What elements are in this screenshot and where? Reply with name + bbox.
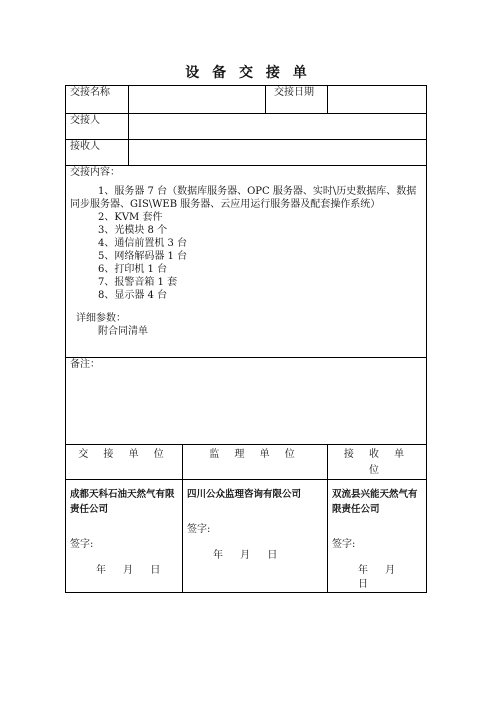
remark-section[interactable] (66, 358, 427, 445)
signature-field[interactable]: 签字: (187, 524, 211, 535)
org-name: 双流县兴能天然气有限责任公司 (332, 489, 418, 515)
org-name: 成都天科石油天然气有限责任公司 (70, 489, 175, 515)
content-label: 交接内容： (70, 167, 120, 178)
sig-heading-receiver: 接 收 单 位 (328, 445, 427, 480)
sig-block-receiver (328, 480, 427, 593)
org-name: 四川公众监理咨询有限公司 (187, 489, 302, 500)
content-item: 4、通信前置机 3 台 (98, 238, 188, 249)
date-field[interactable]: 年 月 日 (96, 565, 161, 576)
sig-heading-supervisor: 监 理 单 位 (183, 445, 328, 480)
receiver-label: 接收人 (66, 140, 129, 166)
content-item: 5、网络解码器 1 台 (98, 251, 188, 262)
content-item: 2、KVM 套件 (98, 212, 163, 223)
handover-date-field[interactable] (328, 86, 427, 114)
content-item: 8、显示器 4 台 (98, 290, 168, 301)
handover-date-label: 交接日期 (266, 86, 328, 114)
signature-field[interactable]: 签字: (70, 539, 94, 550)
handover-name-label: 交接名称 (66, 86, 129, 114)
content-item: 7、报警音箱 1 套 (98, 277, 178, 288)
content-section (66, 166, 427, 358)
remark-label: 备注： (70, 359, 100, 370)
receiver-field[interactable] (129, 140, 427, 166)
signature-field[interactable]: 签字: (332, 539, 356, 550)
detail-value: 附合同清单 (98, 326, 148, 337)
date-field[interactable]: 年 月 日 (213, 550, 278, 561)
detail-label: 详细参数： (76, 313, 126, 324)
sig-block-supervisor (183, 480, 328, 593)
content-item: 6、打印机 1 台 (98, 264, 168, 275)
date-field[interactable]: 年 月 日 (358, 565, 396, 590)
content-item: 1、服务器 7 台（数据库服务器、OPC 服务器、实时\历史数据库、数据同步服务器、GIS\WEB 服务器、云应用运行服务器及配套操作系统） (70, 186, 417, 210)
handover-person-label: 交接人 (66, 114, 129, 140)
handover-name-field[interactable] (129, 86, 266, 114)
sig-block-handover (66, 480, 183, 593)
sig-heading-handover: 交 接 单 位 (66, 445, 183, 480)
handover-person-field[interactable] (129, 114, 427, 140)
handover-form (65, 85, 427, 593)
page-title: 设 备 交 接 单 (185, 65, 311, 81)
content-item: 3、光模块 8 个 (98, 225, 168, 236)
